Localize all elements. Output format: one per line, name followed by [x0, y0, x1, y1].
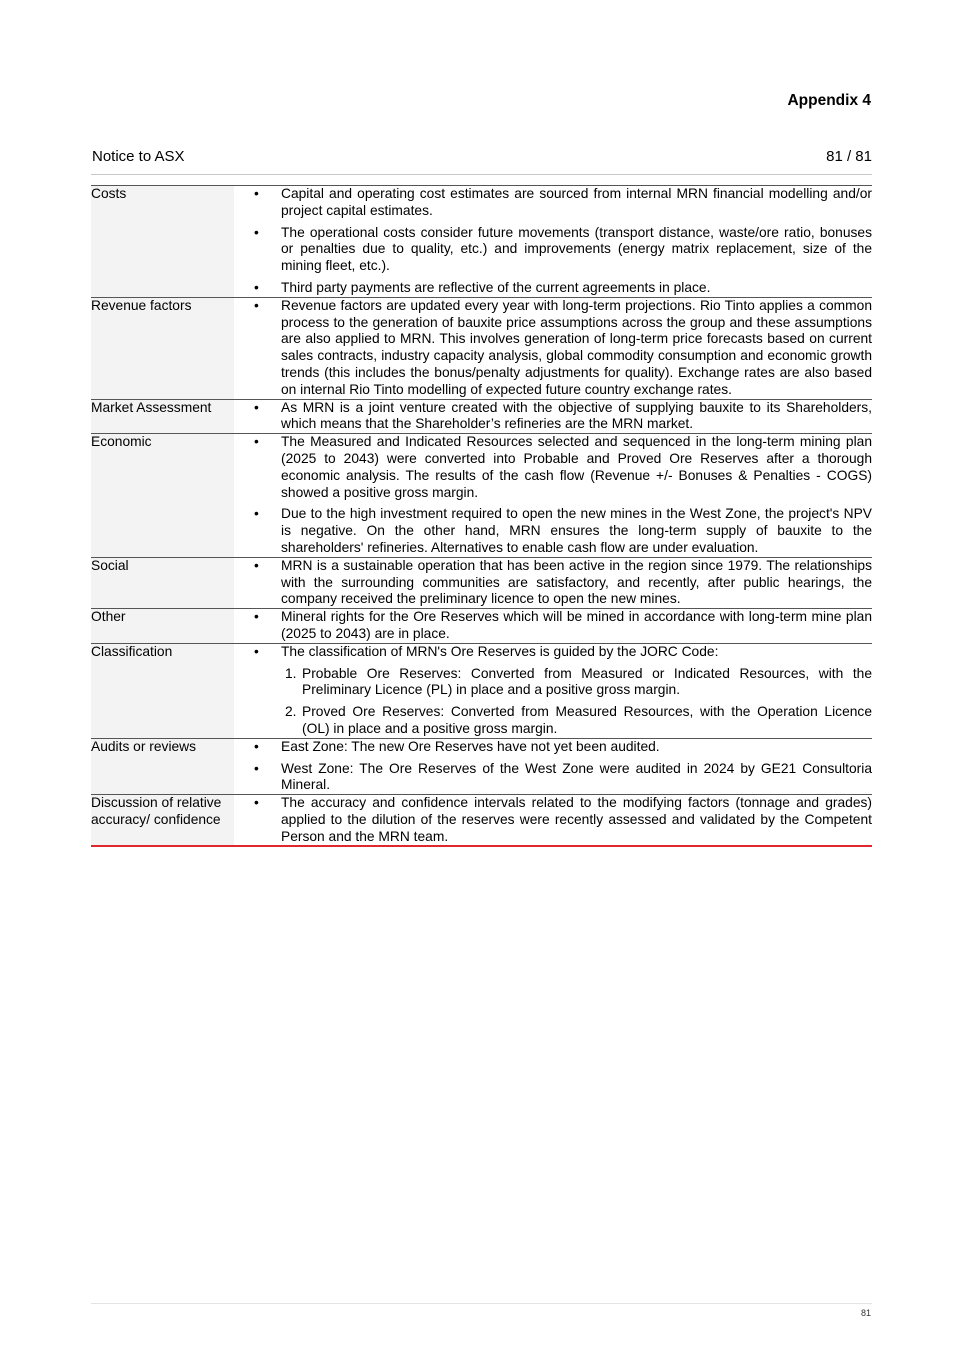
- row-label: Audits or reviews: [91, 738, 234, 794]
- modifying-factors-table: [91, 185, 872, 847]
- list-item: • The operational costs consider future movements (transport distance, waste/ore ratio, bonuses or penalties due to quality, etc.) and improvements (energy matrix replacement, size of the mining fleet, etc.).: [254, 224, 872, 274]
- list-item: • Third party payments are reflective of the current agreements in place.: [254, 279, 711, 295]
- row-content: [234, 297, 872, 399]
- row-label: Social: [91, 557, 234, 608]
- list-item: • Due to the high investment required to open the new mines in the West Zone, the project's NPV is negative. On the other hand, MRN ensures the long-term supply of bauxite to the shareholders' refineries. Alternatives to enable cash flow are under evaluation.: [254, 506, 872, 555]
- bullet-icon: •: [254, 224, 259, 240]
- list-item: • As MRN is a joint venture created with the objective of supplying bauxite to its Shareholders, which means that the Shareholder’s refineries are the MRN market.: [254, 399, 872, 432]
- table-row: [91, 399, 872, 434]
- table-row: [91, 297, 872, 399]
- row-content: [234, 795, 872, 847]
- bullet-icon: •: [254, 760, 259, 776]
- list-item: • West Zone: The Ore Reserves of the West Zone were audited in 2024 by GE21 Consultoria Mineral.: [254, 760, 872, 793]
- row-content: [234, 434, 872, 558]
- row-content: [234, 609, 872, 644]
- numbered-item: 2. Proved Ore Reserves: Converted from Measured Resources, with the Operation Licence (OL) in place and a positive gross margin.: [285, 704, 872, 736]
- bullet-icon: •: [254, 506, 259, 522]
- table-row: [91, 186, 872, 298]
- table-row: [91, 643, 872, 738]
- numbered-list: [281, 666, 872, 738]
- table-row: [91, 795, 872, 847]
- footer-page-number: 81: [860, 1308, 871, 1318]
- page-indicator: 81 / 81: [826, 148, 872, 165]
- bullet-icon: •: [254, 557, 259, 573]
- bullet-icon: •: [254, 609, 259, 625]
- list-item: • MRN is a sustainable operation that has been active in the region since 1979. The relationships with the surrounding communities are satisfactory, and recently, after public hearings, the company received the preliminary licence to open the new mines.: [254, 557, 872, 607]
- row-content: [234, 738, 872, 794]
- table-row: [91, 434, 872, 558]
- list-item: • The classification of MRN's Ore Reserves is guided by the JORC Code: 1. Probable Ore Reserves: Converted from Measured or Indicated Resources, with the Preliminary Licence (PL) in place and a positive gross margin. 2. Proved Ore Reserves: Converted from Measured Resources, with the Operation Licence (OL) in place and a positive gross margin.: [254, 643, 872, 736]
- appendix-heading: Appendix 4: [787, 92, 871, 109]
- table-row: [91, 557, 872, 608]
- footer-divider: [91, 1303, 872, 1304]
- bullet-icon: •: [254, 279, 259, 295]
- list-item: • East Zone: The new Ore Reserves have not yet been audited.: [254, 738, 660, 754]
- header-divider: [91, 174, 872, 175]
- numbered-item: 1. Probable Ore Reserves: Converted from Measured or Indicated Resources, with the Preliminary Licence (PL) in place and a positive gross margin.: [285, 665, 872, 698]
- row-label: Other: [91, 609, 234, 644]
- document-title: Notice to ASX: [92, 148, 185, 165]
- row-content: [234, 186, 872, 298]
- bullet-icon: •: [254, 434, 259, 450]
- row-label: Classification: [91, 643, 234, 738]
- list-item: • The accuracy and confidence intervals related to the modifying factors (tonnage and grades) applied to the dilution of the reserves were recently assessed and validated by the Competent Person and the MRN team.: [254, 795, 872, 844]
- list-item: • The Measured and Indicated Resources selected and sequenced in the long-term mining plan (2025 to 2043) were converted into Probable and Proved Ore Reserves after a thorough economic analysis. The results of the cash flow (Revenue +/- Bonuses & Penalties - COGS) showed a positive gross margin.: [254, 434, 872, 500]
- row-content: [234, 643, 872, 738]
- row-label: Market Assessment: [91, 399, 234, 434]
- row-content: [234, 399, 872, 434]
- bullet-icon: •: [254, 795, 259, 811]
- row-label: Revenue factors: [91, 297, 234, 399]
- row-label: Discussion of relative accuracy/ confidence: [91, 795, 234, 847]
- bullet-icon: •: [254, 399, 259, 415]
- bullet-icon: •: [254, 297, 259, 313]
- bullet-icon: •: [254, 643, 259, 659]
- row-content: [234, 557, 872, 608]
- bullet-icon: •: [254, 738, 259, 754]
- list-item: • Capital and operating cost estimates are sourced from internal MRN financial modelling and/or project capital estimates.: [254, 186, 872, 218]
- list-item: • Mineral rights for the Ore Reserves which will be mined in accordance with long-term mine plan (2025 to 2043) are in place.: [254, 609, 872, 641]
- table-row: [91, 609, 872, 644]
- row-label: Costs: [91, 186, 234, 298]
- page-header: [92, 148, 872, 172]
- bullet-icon: •: [254, 186, 259, 201]
- table-row: [91, 738, 872, 794]
- row-label: Economic: [91, 434, 234, 558]
- list-item: • Revenue factors are updated every year with long-term projections. Rio Tinto applies a common process to the generation of bauxite price assumptions across the group and these assumptions are also applied to MRN. This involves generation of long-term price forecasts based on current sales contracts, industry capacity analysis, global commodity consumption and economic growth trends (this includes the bonus/penalty adjustments for quality). Exchange rates are also based on internal Rio Tinto modelling of expected future country exchange rates.: [254, 297, 872, 397]
